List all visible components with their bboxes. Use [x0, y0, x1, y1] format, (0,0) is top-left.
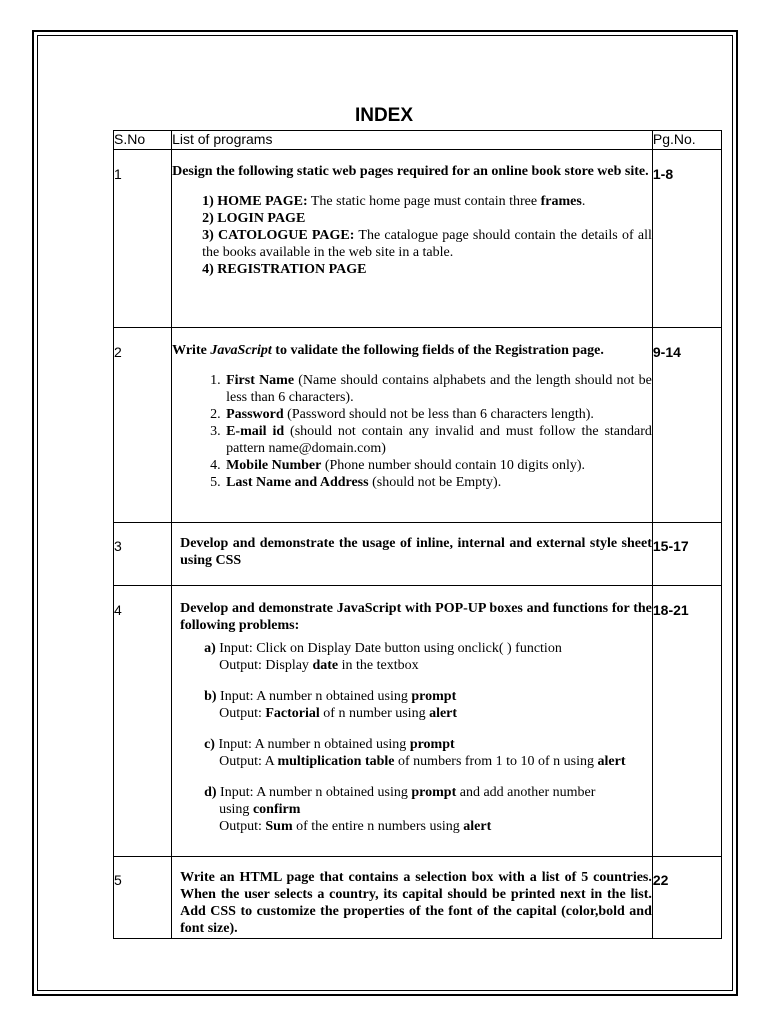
row-content — [172, 586, 653, 857]
list-item: 2. Password (Password should not be less than 6 characters length). — [224, 406, 652, 423]
header-list: List of programs — [172, 131, 653, 150]
problem-item: d) Input: A number n obtained using prompt and add another number using confirm Output: Sum of the entire n numbers using alert — [204, 785, 596, 834]
table-row — [114, 523, 722, 586]
problem-item: b) Input: A number n obtained using prompt Output: Factorial of n number using alert — [204, 689, 458, 721]
list-item: 3. E-mail id (should not contain any invalid and must follow the standard pattern name@domain.com) — [224, 423, 652, 457]
row-sno: 3 — [114, 523, 172, 586]
row-intro: Design the following static web pages required for an online book store web site. — [172, 164, 649, 179]
row-content — [172, 328, 653, 523]
row-content — [172, 523, 653, 586]
row-page: 9-14 — [652, 328, 721, 523]
list-item: 2) LOGIN PAGE — [202, 211, 306, 226]
row-page: 22 — [652, 857, 721, 939]
table-row — [114, 857, 722, 939]
table-row — [114, 328, 722, 523]
table-row — [114, 150, 722, 328]
row-page: 15-17 — [652, 523, 721, 586]
problem-list — [180, 640, 652, 835]
row-page: 1-8 — [652, 150, 721, 328]
index-table — [113, 130, 722, 939]
list-item: 4) REGISTRATION PAGE — [202, 262, 367, 277]
row-intro: Develop and demonstrate the usage of inline, internal and external style sheet using CSS — [180, 536, 652, 568]
row-sno: 4 — [114, 586, 172, 857]
validation-fields-list — [172, 372, 652, 491]
page-list — [172, 193, 652, 278]
list-item: 1) HOME PAGE: The static home page must contain three frames. — [202, 194, 586, 209]
list-item: 4. Mobile Number (Phone number should contain 10 digits only). — [224, 457, 652, 474]
header-pg: Pg.No. — [652, 131, 721, 150]
list-item: 1. First Name (Name should contains alphabets and the length should not be less than 6 characters). — [224, 372, 652, 406]
row-intro: Write JavaScript to validate the following fields of the Registration page. — [172, 343, 604, 358]
row-sno: 2 — [114, 328, 172, 523]
page-title: INDEX — [354, 105, 414, 126]
row-intro: Develop and demonstrate JavaScript with POP-UP boxes and functions for the following problems: — [180, 601, 652, 633]
row-sno: 5 — [114, 857, 172, 939]
row-sno: 1 — [114, 150, 172, 328]
table-row — [114, 586, 722, 857]
problem-item: a) Input: Click on Display Date button using onclick( ) function Output: Display date in the textbox — [204, 641, 562, 673]
header-sno: S.No — [114, 131, 172, 150]
row-content — [172, 150, 653, 328]
list-item: 5. Last Name and Address (should not be Empty). — [224, 474, 652, 491]
list-item: 3) CATOLOGUE PAGE: The catalogue page should contain the details of all the books available in the web site in a table. — [202, 228, 652, 260]
row-page: 18-21 — [652, 586, 721, 857]
problem-item: c) Input: A number n obtained using prompt Output: A multiplication table of numbers from 1 to 10 of n using alert — [204, 737, 626, 769]
table-header-row — [114, 131, 722, 150]
row-intro: Write an HTML page that contains a selection box with a list of 5 countries. When the user selects a country, its capital should be printed next in the list. Add CSS to customize the properties of the font of the capital (color,bold and font size). — [180, 870, 652, 936]
row-content — [172, 857, 653, 939]
